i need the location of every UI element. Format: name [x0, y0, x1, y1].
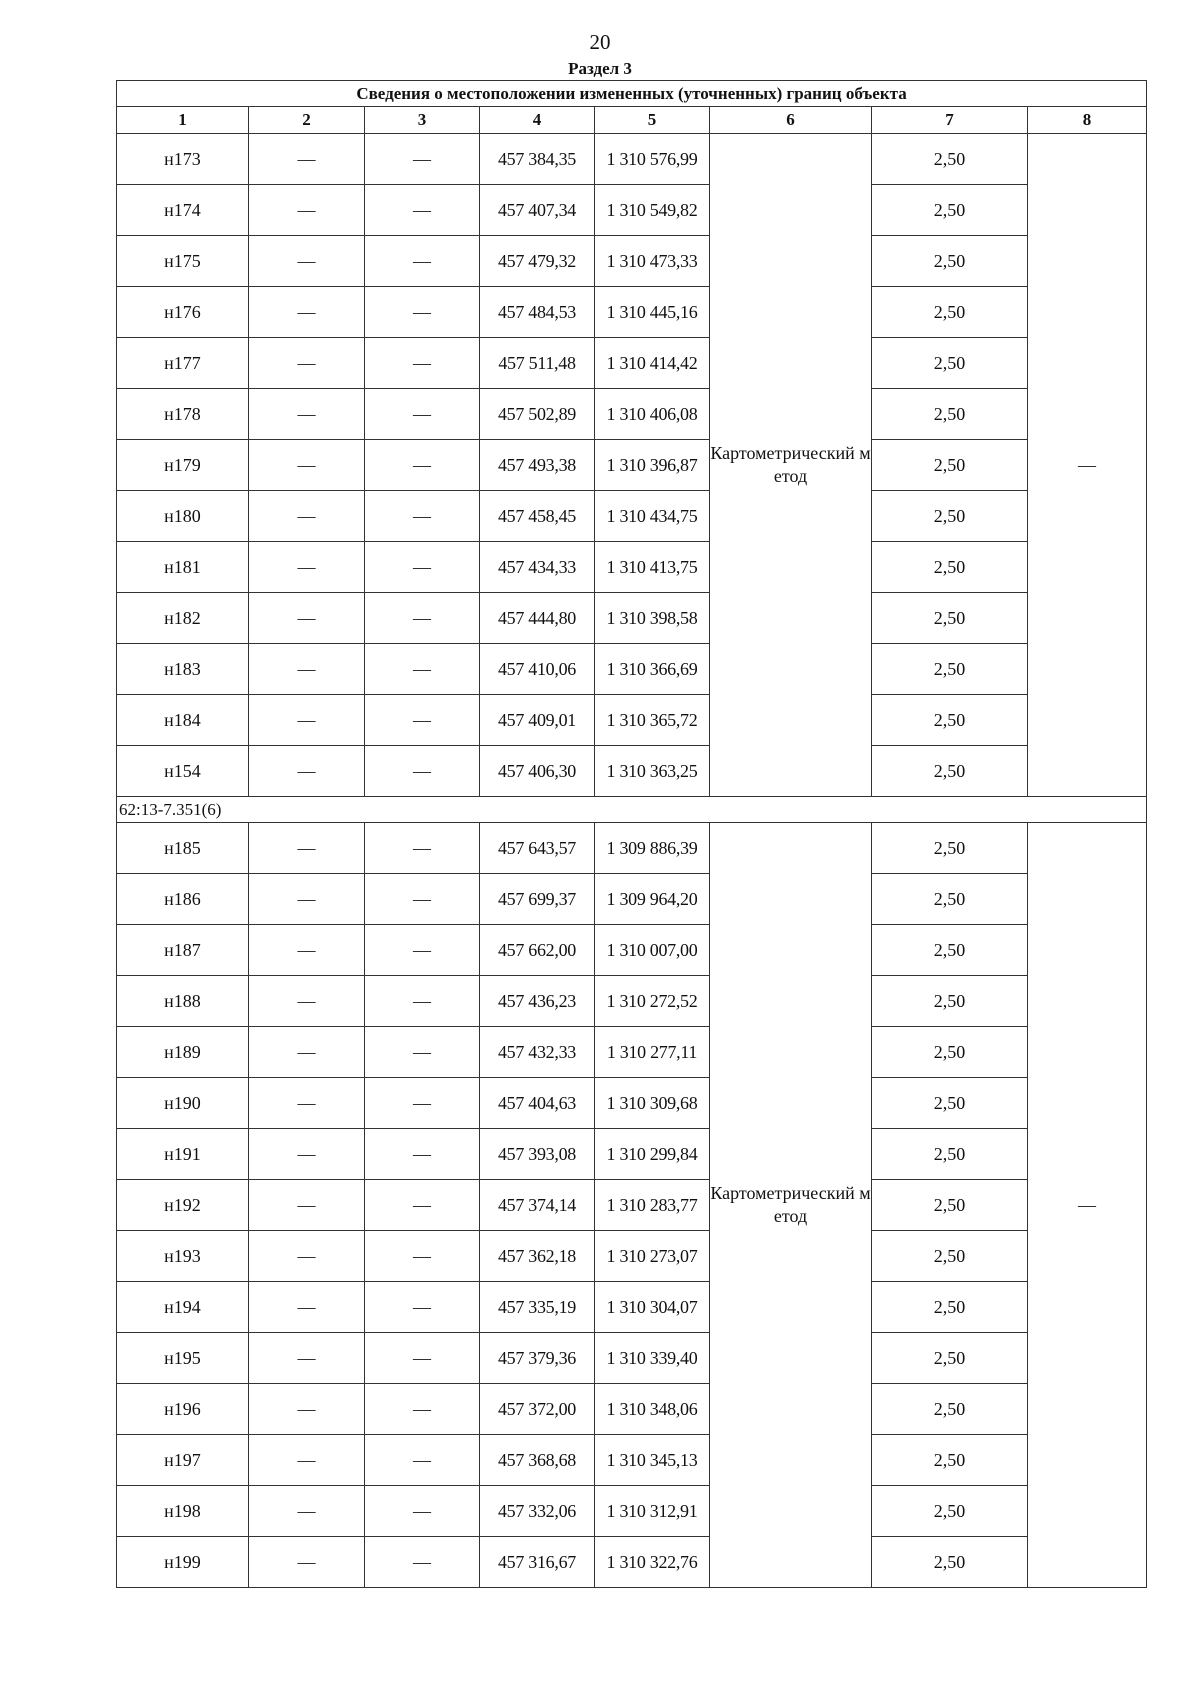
- table-row: [117, 925, 1147, 976]
- point-name-cell: н186: [117, 874, 249, 925]
- table-row: [117, 338, 1147, 389]
- table-row: [117, 236, 1147, 287]
- table-caption: Сведения о местоположении измененных (уточненных) границ объекта: [117, 81, 1147, 107]
- column-2-cell: —: [249, 1180, 365, 1231]
- x-coordinate-cell: 457 458,45: [480, 491, 595, 542]
- accuracy-cell: 2,50: [872, 1129, 1028, 1180]
- table-row: [117, 1384, 1147, 1435]
- column-3-cell: —: [365, 925, 480, 976]
- accuracy-cell: 2,50: [872, 1537, 1028, 1588]
- y-coordinate-cell: 1 310 473,33: [595, 236, 710, 287]
- column-2-cell: —: [249, 1129, 365, 1180]
- point-name-cell: н176: [117, 287, 249, 338]
- x-coordinate-cell: 457 368,68: [480, 1435, 595, 1486]
- y-coordinate-cell: 1 310 366,69: [595, 644, 710, 695]
- table-row: [117, 440, 1147, 491]
- group-label: 62:13-7.351(6): [117, 797, 1147, 823]
- y-coordinate-cell: 1 310 406,08: [595, 389, 710, 440]
- point-name-cell: н180: [117, 491, 249, 542]
- table-row: [117, 695, 1147, 746]
- column-2-cell: —: [249, 338, 365, 389]
- column-2-cell: —: [249, 491, 365, 542]
- x-coordinate-cell: 457 335,19: [480, 1282, 595, 1333]
- column-2-cell: —: [249, 976, 365, 1027]
- table-row: [117, 823, 1147, 874]
- column-header-7: 7: [872, 107, 1028, 134]
- column-3-cell: —: [365, 1180, 480, 1231]
- point-name-cell: н179: [117, 440, 249, 491]
- accuracy-cell: 2,50: [872, 593, 1028, 644]
- accuracy-cell: 2,50: [872, 338, 1028, 389]
- x-coordinate-cell: 457 374,14: [480, 1180, 595, 1231]
- table-row: [117, 389, 1147, 440]
- y-coordinate-cell: 1 310 312,91: [595, 1486, 710, 1537]
- x-coordinate-cell: 457 662,00: [480, 925, 595, 976]
- column-header-4: 4: [480, 107, 595, 134]
- x-coordinate-cell: 457 479,32: [480, 236, 595, 287]
- x-coordinate-cell: 457 511,48: [480, 338, 595, 389]
- column-header-row: [117, 107, 1147, 134]
- column-2-cell: —: [249, 874, 365, 925]
- table-row: [117, 287, 1147, 338]
- point-name-cell: н187: [117, 925, 249, 976]
- accuracy-cell: 2,50: [872, 1486, 1028, 1537]
- table-row: [117, 1282, 1147, 1333]
- column-2-cell: —: [249, 1027, 365, 1078]
- table-row: [117, 976, 1147, 1027]
- x-coordinate-cell: 457 362,18: [480, 1231, 595, 1282]
- accuracy-cell: 2,50: [872, 287, 1028, 338]
- column-header-3: 3: [365, 107, 480, 134]
- point-name-cell: н182: [117, 593, 249, 644]
- y-coordinate-cell: 1 310 299,84: [595, 1129, 710, 1180]
- y-coordinate-cell: 1 310 398,58: [595, 593, 710, 644]
- table-row: [117, 185, 1147, 236]
- point-name-cell: н199: [117, 1537, 249, 1588]
- y-coordinate-cell: 1 310 445,16: [595, 287, 710, 338]
- point-name-cell: н191: [117, 1129, 249, 1180]
- column-3-cell: —: [365, 389, 480, 440]
- accuracy-cell: 2,50: [872, 976, 1028, 1027]
- accuracy-cell: 2,50: [872, 746, 1028, 797]
- column-3-cell: —: [365, 1027, 480, 1078]
- y-coordinate-cell: 1 310 277,11: [595, 1027, 710, 1078]
- table-row: [117, 1486, 1147, 1537]
- y-coordinate-cell: 1 310 273,07: [595, 1231, 710, 1282]
- column-3-cell: —: [365, 491, 480, 542]
- point-name-cell: н184: [117, 695, 249, 746]
- column-3-cell: —: [365, 185, 480, 236]
- table-row: [117, 491, 1147, 542]
- column-3-cell: —: [365, 1078, 480, 1129]
- y-coordinate-cell: 1 310 576,99: [595, 134, 710, 185]
- table-row: [117, 746, 1147, 797]
- column-3-cell: —: [365, 1384, 480, 1435]
- y-coordinate-cell: 1 310 363,25: [595, 746, 710, 797]
- accuracy-cell: 2,50: [872, 185, 1028, 236]
- column-2-cell: —: [249, 593, 365, 644]
- y-coordinate-cell: 1 310 414,42: [595, 338, 710, 389]
- y-coordinate-cell: 1 310 309,68: [595, 1078, 710, 1129]
- column-2-cell: —: [249, 185, 365, 236]
- accuracy-cell: 2,50: [872, 491, 1028, 542]
- y-coordinate-cell: 1 310 007,00: [595, 925, 710, 976]
- point-name-cell: н181: [117, 542, 249, 593]
- accuracy-cell: 2,50: [872, 874, 1028, 925]
- x-coordinate-cell: 457 384,35: [480, 134, 595, 185]
- column-2-cell: —: [249, 440, 365, 491]
- x-coordinate-cell: 457 493,38: [480, 440, 595, 491]
- column-2-cell: —: [249, 542, 365, 593]
- column-2-cell: —: [249, 134, 365, 185]
- x-coordinate-cell: 457 404,63: [480, 1078, 595, 1129]
- accuracy-cell: 2,50: [872, 236, 1028, 287]
- accuracy-cell: 2,50: [872, 1180, 1028, 1231]
- accuracy-cell: 2,50: [872, 389, 1028, 440]
- table-row: [117, 1078, 1147, 1129]
- column-2-cell: —: [249, 1078, 365, 1129]
- column-header-5: 5: [595, 107, 710, 134]
- column-2-cell: —: [249, 644, 365, 695]
- column-2-cell: —: [249, 1384, 365, 1435]
- column-2-cell: —: [249, 1537, 365, 1588]
- method-cell: Картометрический метод: [710, 134, 872, 797]
- x-coordinate-cell: 457 699,37: [480, 874, 595, 925]
- accuracy-cell: 2,50: [872, 823, 1028, 874]
- column-3-cell: —: [365, 1333, 480, 1384]
- accuracy-cell: 2,50: [872, 1435, 1028, 1486]
- y-coordinate-cell: 1 310 348,06: [595, 1384, 710, 1435]
- point-name-cell: н193: [117, 1231, 249, 1282]
- y-coordinate-cell: 1 310 345,13: [595, 1435, 710, 1486]
- accuracy-cell: 2,50: [872, 1231, 1028, 1282]
- y-coordinate-cell: 1 310 339,40: [595, 1333, 710, 1384]
- y-coordinate-cell: 1 309 964,20: [595, 874, 710, 925]
- column-8-cell: —: [1028, 823, 1147, 1588]
- column-2-cell: —: [249, 823, 365, 874]
- method-cell: Картометрический метод: [710, 823, 872, 1588]
- table-row: [117, 1231, 1147, 1282]
- column-3-cell: —: [365, 134, 480, 185]
- column-8-cell: —: [1028, 134, 1147, 797]
- y-coordinate-cell: 1 310 413,75: [595, 542, 710, 593]
- table-row: [117, 1537, 1147, 1588]
- accuracy-cell: 2,50: [872, 925, 1028, 976]
- column-2-cell: —: [249, 746, 365, 797]
- x-coordinate-cell: 457 444,80: [480, 593, 595, 644]
- x-coordinate-cell: 457 502,89: [480, 389, 595, 440]
- point-name-cell: н154: [117, 746, 249, 797]
- column-2-cell: —: [249, 925, 365, 976]
- table-row: [117, 1027, 1147, 1078]
- point-name-cell: н175: [117, 236, 249, 287]
- column-3-cell: —: [365, 823, 480, 874]
- x-coordinate-cell: 457 332,06: [480, 1486, 595, 1537]
- table-row: [117, 644, 1147, 695]
- accuracy-cell: 2,50: [872, 1078, 1028, 1129]
- x-coordinate-cell: 457 393,08: [480, 1129, 595, 1180]
- column-3-cell: —: [365, 1282, 480, 1333]
- column-2-cell: —: [249, 1333, 365, 1384]
- table-row: [117, 1333, 1147, 1384]
- x-coordinate-cell: 457 484,53: [480, 287, 595, 338]
- x-coordinate-cell: 457 643,57: [480, 823, 595, 874]
- column-3-cell: —: [365, 1486, 480, 1537]
- column-3-cell: —: [365, 593, 480, 644]
- table-row: [117, 134, 1147, 185]
- point-name-cell: н192: [117, 1180, 249, 1231]
- accuracy-cell: 2,50: [872, 134, 1028, 185]
- point-name-cell: н189: [117, 1027, 249, 1078]
- column-2-cell: —: [249, 236, 365, 287]
- x-coordinate-cell: 457 316,67: [480, 1537, 595, 1588]
- column-3-cell: —: [365, 542, 480, 593]
- y-coordinate-cell: 1 309 886,39: [595, 823, 710, 874]
- column-header-1: 1: [117, 107, 249, 134]
- point-name-cell: н173: [117, 134, 249, 185]
- x-coordinate-cell: 457 407,34: [480, 185, 595, 236]
- accuracy-cell: 2,50: [872, 542, 1028, 593]
- column-3-cell: —: [365, 1129, 480, 1180]
- point-name-cell: н188: [117, 976, 249, 1027]
- column-2-cell: —: [249, 1231, 365, 1282]
- x-coordinate-cell: 457 409,01: [480, 695, 595, 746]
- column-3-cell: —: [365, 236, 480, 287]
- point-name-cell: н183: [117, 644, 249, 695]
- column-2-cell: —: [249, 1486, 365, 1537]
- y-coordinate-cell: 1 310 272,52: [595, 976, 710, 1027]
- table-row: [117, 874, 1147, 925]
- point-name-cell: н196: [117, 1384, 249, 1435]
- column-3-cell: —: [365, 644, 480, 695]
- x-coordinate-cell: 457 406,30: [480, 746, 595, 797]
- x-coordinate-cell: 457 432,33: [480, 1027, 595, 1078]
- y-coordinate-cell: 1 310 283,77: [595, 1180, 710, 1231]
- accuracy-cell: 2,50: [872, 440, 1028, 491]
- y-coordinate-cell: 1 310 322,76: [595, 1537, 710, 1588]
- point-name-cell: н198: [117, 1486, 249, 1537]
- column-2-cell: —: [249, 287, 365, 338]
- column-2-cell: —: [249, 1435, 365, 1486]
- y-coordinate-cell: 1 310 396,87: [595, 440, 710, 491]
- column-3-cell: —: [365, 976, 480, 1027]
- accuracy-cell: 2,50: [872, 1384, 1028, 1435]
- y-coordinate-cell: 1 310 304,07: [595, 1282, 710, 1333]
- section-title: Раздел 3: [568, 59, 632, 78]
- point-name-cell: н178: [117, 389, 249, 440]
- x-coordinate-cell: 457 434,33: [480, 542, 595, 593]
- column-3-cell: —: [365, 746, 480, 797]
- column-header-8: 8: [1028, 107, 1147, 134]
- x-coordinate-cell: 457 436,23: [480, 976, 595, 1027]
- table-row: [117, 1435, 1147, 1486]
- point-name-cell: н174: [117, 185, 249, 236]
- point-name-cell: н194: [117, 1282, 249, 1333]
- accuracy-cell: 2,50: [872, 1282, 1028, 1333]
- table-row: [117, 1129, 1147, 1180]
- x-coordinate-cell: 457 410,06: [480, 644, 595, 695]
- column-3-cell: —: [365, 440, 480, 491]
- column-3-cell: —: [365, 338, 480, 389]
- column-2-cell: —: [249, 1282, 365, 1333]
- boundary-points-table: [116, 80, 1147, 1588]
- page-number: 20: [589, 30, 611, 54]
- y-coordinate-cell: 1 310 365,72: [595, 695, 710, 746]
- x-coordinate-cell: 457 379,36: [480, 1333, 595, 1384]
- column-3-cell: —: [365, 287, 480, 338]
- column-header-2: 2: [249, 107, 365, 134]
- column-header-6: 6: [710, 107, 872, 134]
- y-coordinate-cell: 1 310 549,82: [595, 185, 710, 236]
- column-3-cell: —: [365, 1537, 480, 1588]
- accuracy-cell: 2,50: [872, 695, 1028, 746]
- y-coordinate-cell: 1 310 434,75: [595, 491, 710, 542]
- point-name-cell: н177: [117, 338, 249, 389]
- column-3-cell: —: [365, 1435, 480, 1486]
- accuracy-cell: 2,50: [872, 644, 1028, 695]
- table-row: [117, 1180, 1147, 1231]
- column-3-cell: —: [365, 1231, 480, 1282]
- column-2-cell: —: [249, 695, 365, 746]
- point-name-cell: н197: [117, 1435, 249, 1486]
- x-coordinate-cell: 457 372,00: [480, 1384, 595, 1435]
- column-3-cell: —: [365, 695, 480, 746]
- group-label-row: [117, 797, 1147, 823]
- point-name-cell: н195: [117, 1333, 249, 1384]
- table-row: [117, 542, 1147, 593]
- column-3-cell: —: [365, 874, 480, 925]
- accuracy-cell: 2,50: [872, 1333, 1028, 1384]
- point-name-cell: н190: [117, 1078, 249, 1129]
- point-name-cell: н185: [117, 823, 249, 874]
- column-2-cell: —: [249, 389, 365, 440]
- accuracy-cell: 2,50: [872, 1027, 1028, 1078]
- table-row: [117, 593, 1147, 644]
